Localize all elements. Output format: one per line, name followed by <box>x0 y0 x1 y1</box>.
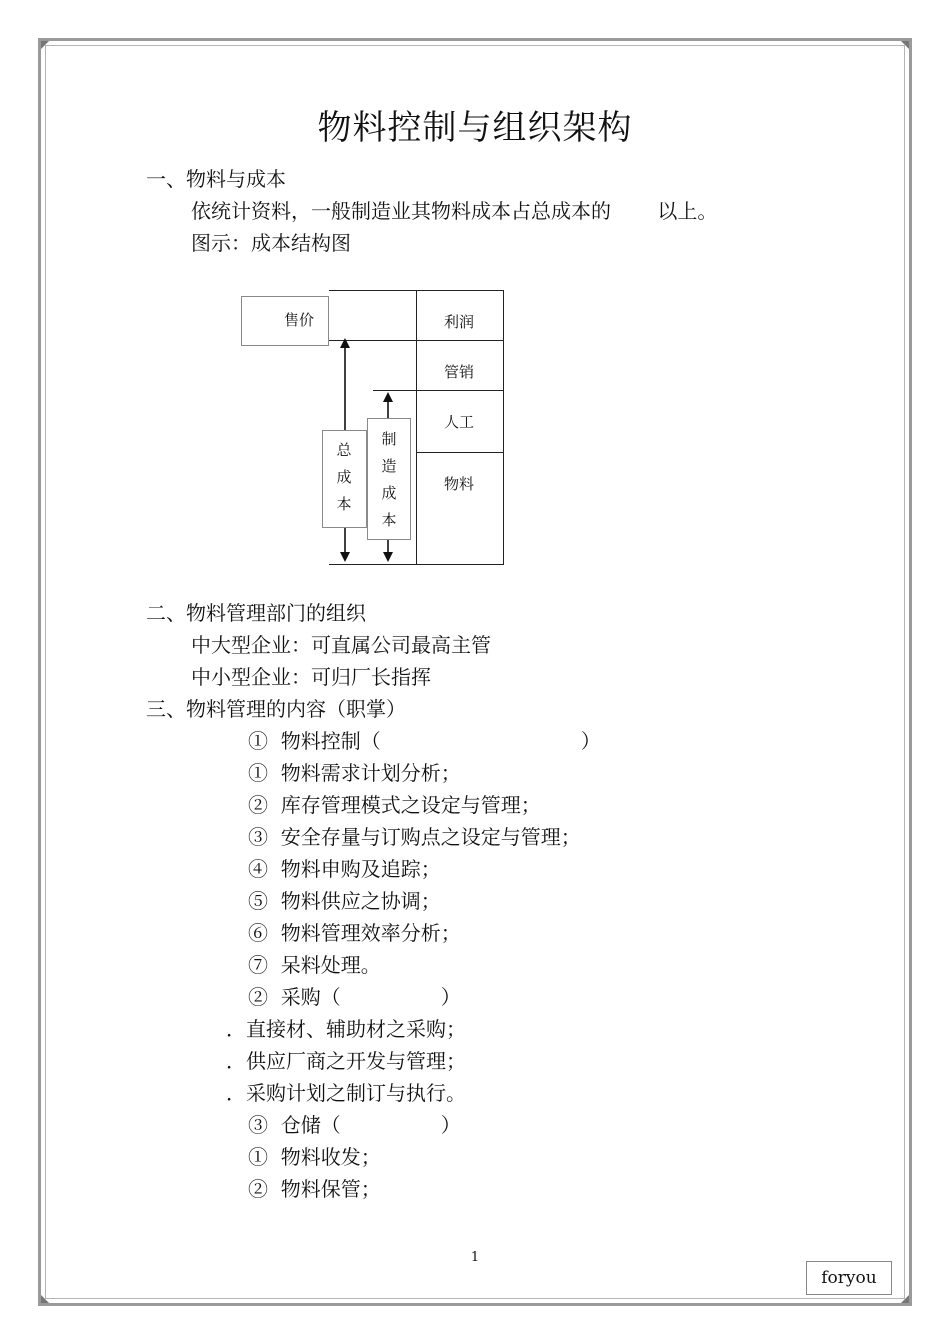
total-cost-label-box <box>322 430 367 528</box>
total-cost-char: 本 <box>336 495 352 513</box>
list-item: ③ 仓储（ ） <box>248 1113 461 1137</box>
divider-line <box>416 452 504 453</box>
corner-ornament <box>901 1295 909 1303</box>
list-item: ① 物料控制（ ） <box>248 729 601 753</box>
top-line <box>329 290 504 291</box>
page-frame-inner <box>45 45 905 1299</box>
total-cost-char: 成 <box>336 468 352 486</box>
list-item: ．直接材、辅助材之采购； <box>226 1017 466 1041</box>
footer-tag: foryou <box>806 1261 892 1295</box>
price-box <box>241 296 329 346</box>
corner-ornament <box>41 41 49 49</box>
section1-heading: 一、物料与成本 <box>146 167 286 191</box>
list-item: ⑤ 物料供应之协调； <box>248 889 441 913</box>
corner-ornament <box>41 1295 49 1303</box>
mfg-cost-char: 制 <box>381 430 397 448</box>
segment-profit: 利润 <box>444 313 475 331</box>
table-border-right <box>503 290 504 564</box>
page-number: 1 <box>470 1250 480 1265</box>
list-item: ② 采购（ ） <box>248 985 461 1009</box>
segment-material: 物料 <box>444 475 475 493</box>
list-item: ⑥ 物料管理效率分析； <box>248 921 461 945</box>
total-cost-char: 总 <box>336 441 352 459</box>
corner-ornament <box>901 41 909 49</box>
page-title: 物料控制与组织架构 <box>317 108 633 148</box>
list-item: ．采购计划之制订与执行。 <box>226 1081 466 1105</box>
price-label: 售价 <box>284 311 315 329</box>
section1-text: 依统计资料，一般制造业其物料成本占总成本的 以上。 <box>191 199 718 223</box>
segment-labor: 人工 <box>444 413 475 431</box>
mfg-cost-label-box <box>367 418 411 540</box>
list-item: ② 物料保管； <box>248 1177 381 1201</box>
table-border-left <box>416 290 417 564</box>
list-item: ② 库存管理模式之设定与管理； <box>248 793 541 817</box>
list-item: ．供应厂商之开发与管理； <box>226 1049 466 1073</box>
mfg-cost-char: 本 <box>381 511 397 529</box>
section3-heading: 三、物料管理的内容（职掌） <box>146 697 406 721</box>
list-item: ① 物料需求计划分析； <box>248 761 461 785</box>
list-item: ① 物料收发； <box>248 1145 381 1169</box>
list-item: ④ 物料申购及追踪； <box>248 857 441 881</box>
section2-line: 中大型企业：可直属公司最高主管 <box>191 633 491 657</box>
list-item: ③ 安全存量与订购点之设定与管理； <box>248 825 581 849</box>
section2-line: 中小型企业：可归厂长指挥 <box>191 665 431 689</box>
mfg-cost-char: 造 <box>381 457 397 475</box>
figure-caption: 图示：成本结构图 <box>191 231 351 255</box>
list-item: ⑦ 呆料处理。 <box>248 953 381 977</box>
section2-heading: 二、物料管理部门的组织 <box>146 601 366 625</box>
mfg-cost-char: 成 <box>381 484 397 502</box>
segment-selling-admin: 管销 <box>444 363 475 381</box>
